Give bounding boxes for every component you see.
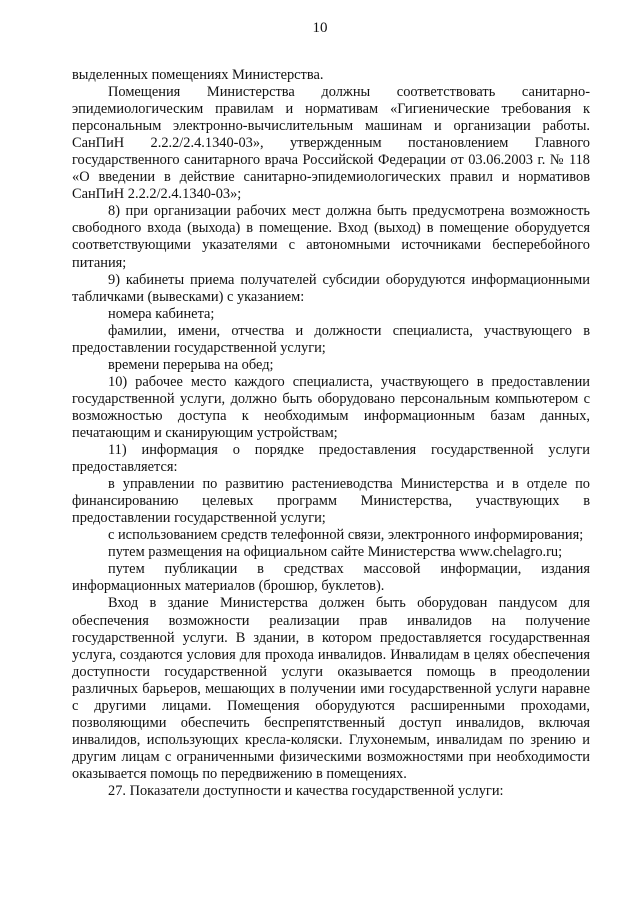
paragraph: путем публикации в средствах массовой информации, издания информационных материалов (брошюр, буклетов). [72, 561, 590, 595]
page-number: 10 [312, 20, 328, 36]
paragraph: 27. Показатели доступности и качества государственной услуги: [108, 782, 504, 799]
paragraph: Помещения Министерства должны соответствовать санитарно-эпидемиологическим правилам и нормативам «Гигиенические требования к персональным электронно-вычислительным машинам и организации работы. СанПиН 2.2.2/2.4.1340-03», утвержденным постановлением Главного государственного санитарного врача Российской Федерации от 03.06.2003 г. № 118 «О введении в действие санитарно-эпидемиологических правил и нормативов СанПиН 2.2.2/2.4.1340-03»; [72, 84, 590, 203]
paragraph: в управлении по развитию растениеводства Министерства и в отделе по финансированию целевых программ Министерства, участвующих в предоставлении государственной услуги; [72, 476, 590, 527]
paragraph: номера кабинета; [108, 305, 215, 322]
paragraph: фамилии, имени, отчества и должности специалиста, участвующего в предоставлении государственной услуги; [72, 322, 590, 356]
paragraph: с использованием средств телефонной связи, электронного информирования; [108, 527, 584, 544]
document-body [72, 67, 590, 800]
paragraph: 9) кабинеты приема получателей субсидии оборудуются информационными табличками (вывесками) с указанием: [72, 271, 590, 305]
paragraph: 11) информация о порядке предоставления государственной услуги предоставляется: [72, 442, 590, 476]
paragraph: времени перерыва на обед; [108, 356, 274, 373]
paragraph: Вход в здание Министерства должен быть оборудован пандусом для обеспечения возможности реализации прав инвалидов на получение государственной услуги. В здании, в котором предоставляется государственная услуга, создаются условия для прохода инвалидов. Инвалидам в целях обеспечения доступности государственной услуги оказывается помощь в преодолении различных барьеров, мешающих в получении ими государственной услуги наравне с другими лицами. Помещения оборудуются расширенными проходами, позволяющими обеспечить беспрепятственный доступ инвалидов, включая инвалидов, использующих кресла-коляски. Глухонемым, инвалидам по зрению и другим лицам с ограниченными физическими возможностями при необходимости оказывается помощь по передвижению в помещениях. [72, 595, 590, 782]
paragraph: 10) рабочее место каждого специалиста, участвующего в предоставлении государственной услуги, должно быть оборудовано персональным компьютером с возможностью доступа к необходимым информационным базам данных, печатающим и сканирующим устройствам; [72, 373, 590, 441]
paragraph: выделенных помещениях Министерства. [72, 67, 324, 83]
paragraph: путем размещения на официальном сайте Министерства www.chelagro.ru; [108, 544, 563, 561]
paragraph: 8) при организации рабочих мест должна быть предусмотрена возможность свободного входа (выхода) в помещение. Вход (выход) в помещение оборудуется соответствующими указателями с автономными источниками бесперебойного питания; [72, 203, 590, 271]
